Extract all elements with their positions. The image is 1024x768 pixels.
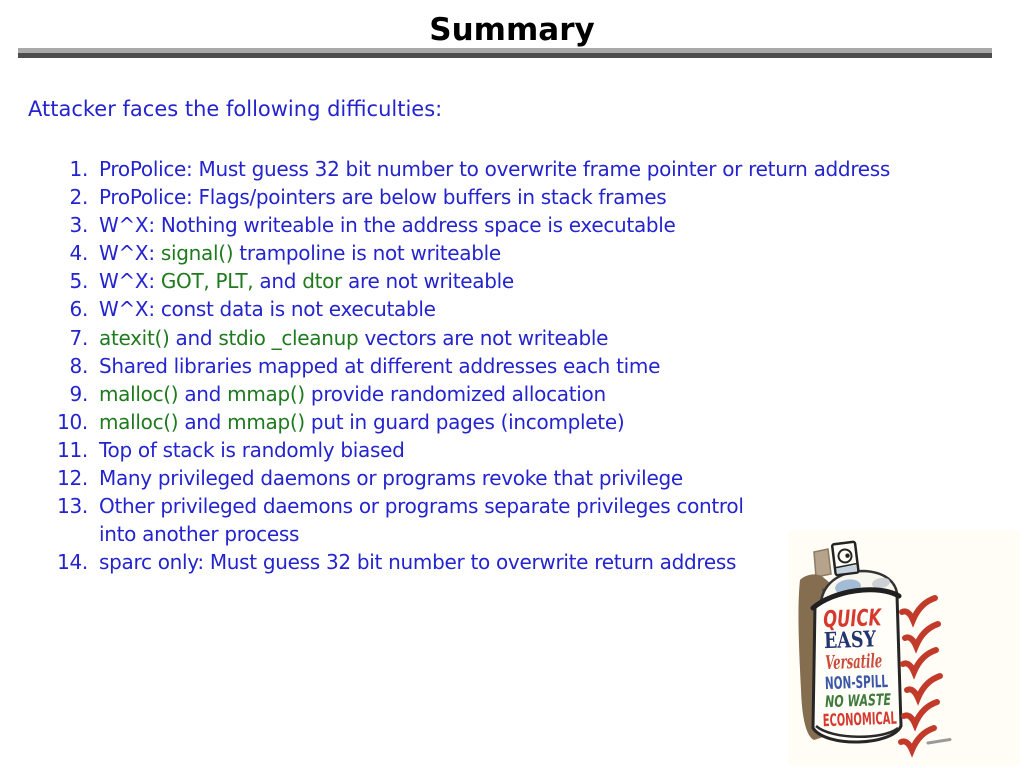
list-item-text: [99, 155, 890, 183]
code-term: stdio _cleanup: [218, 325, 359, 350]
spray-can-illustration: [788, 530, 1020, 766]
spray-can-nozzle: [832, 542, 859, 576]
text-segment: Top of stack is randomly biased: [99, 437, 405, 462]
code-term: dtor: [302, 269, 342, 294]
list-item-number: 3.: [69, 213, 88, 238]
text-segment: W^X:: [99, 269, 161, 294]
list-item-text: [99, 380, 606, 408]
text-segment: vectors are not writeable: [358, 325, 609, 350]
spray-can-label: EASY: [823, 625, 890, 655]
difficulties-list: [0, 155, 1010, 576]
list-item-number: 7.: [69, 325, 88, 350]
list-item-text: [99, 211, 676, 239]
spray-can-label: ECONOMICAL: [822, 706, 950, 732]
code-term: GOT, PLT,: [160, 269, 254, 294]
text-segment: and: [178, 381, 228, 406]
list-item-text: [99, 548, 736, 576]
text-segment: Many privileged daemons or programs revoke that privilege: [99, 466, 683, 491]
list-item-text: [99, 352, 660, 380]
list-item: [0, 267, 1010, 295]
list-item-text: [99, 436, 404, 464]
code-term: signal(): [160, 241, 234, 266]
code-term: malloc(): [99, 409, 179, 434]
list-item: [0, 155, 1010, 183]
list-item: [0, 239, 1010, 267]
code-term: mmap(): [227, 409, 305, 434]
list-item: [0, 211, 1010, 239]
title-divider: [18, 48, 992, 58]
spray-can-label: NO WASTE: [824, 688, 921, 712]
text-segment: Other privileged daemons or programs separate privileges control: [99, 494, 744, 519]
list-item-text: [99, 239, 501, 267]
text-segment: W^X:: [99, 241, 161, 266]
list-item-text: [99, 464, 683, 492]
text-segment: and: [169, 325, 219, 350]
text-segment: provide randomized allocation: [304, 381, 606, 406]
code-term: atexit(): [99, 325, 170, 350]
list-item-number: 10.: [57, 409, 88, 434]
intro-text: Attacker faces the following difficulties:: [28, 97, 443, 121]
list-item: [0, 408, 1010, 436]
text-segment: W^X: const data is not executable: [99, 297, 436, 322]
spray-can-label: NON-SPILL: [824, 670, 928, 695]
list-item: [0, 464, 1010, 492]
list-item: [0, 183, 1010, 211]
spray-can-label: Versatile: [824, 648, 919, 675]
text-segment: into another process: [99, 522, 300, 547]
list-item-text: [99, 267, 514, 295]
list-item-number: 4.: [69, 241, 88, 266]
text-segment: sparc only: Must guess 32 bit number to overwrite return address: [99, 550, 737, 575]
list-item-text: [99, 408, 624, 436]
list-item: [0, 380, 1010, 408]
code-term: mmap(): [227, 381, 305, 406]
list-item-text: [99, 183, 666, 211]
text-segment: Shared libraries mapped at different addresses each time: [99, 353, 661, 378]
list-item-number: 14.: [57, 550, 88, 575]
divider-dark-bar: [18, 53, 992, 58]
list-item: [0, 324, 1010, 352]
list-item-number: 13.: [57, 494, 88, 519]
list-item-text: [99, 324, 608, 352]
list-item-number: 9.: [69, 381, 88, 406]
list-item-text: [99, 492, 744, 548]
text-segment: and: [253, 269, 303, 294]
list-item-number: 6.: [69, 297, 88, 322]
list-item-number: 11.: [57, 437, 88, 462]
list-item-number: 2.: [69, 185, 88, 210]
text-segment: put in guard pages (incomplete): [304, 409, 625, 434]
text-segment: ProPolice: Must guess 32 bit number to overwrite frame pointer or return address: [99, 157, 891, 181]
list-item-number: 8.: [69, 353, 88, 378]
text-segment: ProPolice: Flags/pointers are below buffers in stack frames: [99, 185, 667, 210]
list-item: [0, 352, 1010, 380]
list-item: [0, 295, 1010, 323]
code-term: malloc(): [99, 381, 179, 406]
text-segment: and: [178, 409, 228, 434]
list-item-text: [99, 295, 436, 323]
text-segment: are not writeable: [341, 269, 514, 294]
text-segment: trampoline is not writeable: [233, 241, 501, 266]
list-item-number: 1.: [69, 157, 88, 181]
list-item: [0, 436, 1010, 464]
spray-can-label: QUICK: [822, 604, 906, 634]
text-segment: W^X: Nothing writeable in the address space is executable: [99, 213, 676, 238]
page-title: Summary: [429, 12, 595, 48]
list-item-number: 5.: [69, 269, 88, 294]
list-item-number: 12.: [57, 466, 88, 491]
